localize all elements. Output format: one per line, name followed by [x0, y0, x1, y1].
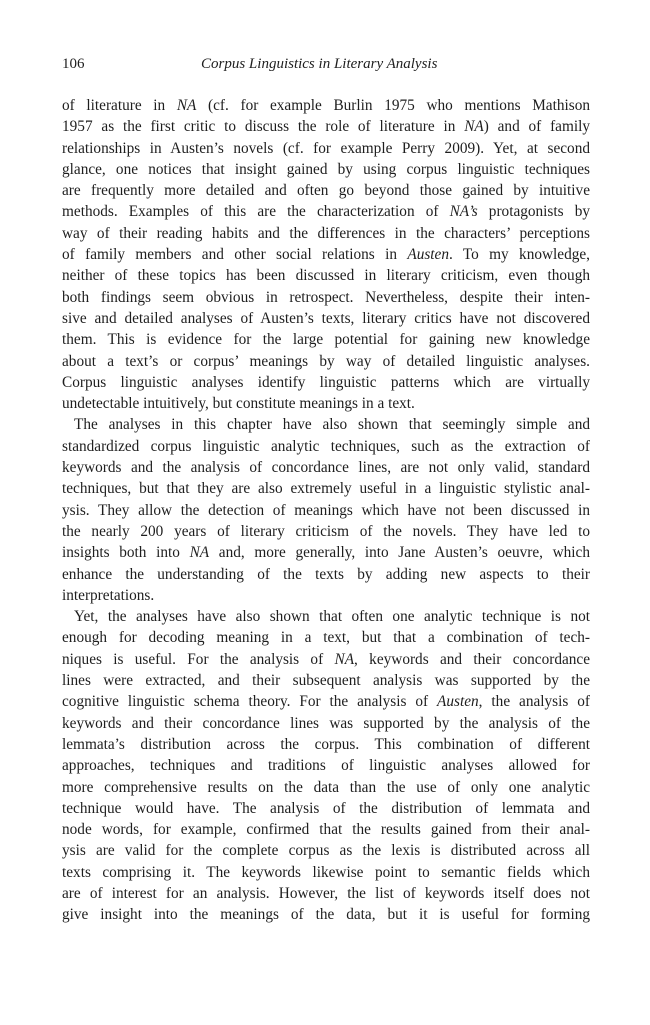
text-line: more comprehensive results on the data than the use of only one analytic [62, 778, 590, 796]
text-line: texts comprising it. The keywords likewise point to semantic fields which [62, 863, 590, 881]
text-line: sive and detailed analyses of Austen’s texts, literary critics have not discovered [62, 309, 590, 327]
text-line: techniques, but that they are also extremely useful in a linguistic stylistic anal- [62, 480, 590, 498]
text-line: node words, for example, confirmed that the results gained from their anal- [62, 821, 590, 839]
text-line: give insight into the meanings of the data, but it is useful for forming [62, 906, 590, 924]
page-number: 106 [62, 56, 85, 72]
text-line: both findings seem obvious in retrospect. Nevertheless, despite their inten- [62, 288, 590, 306]
text-line: them. This is evidence for the large potential for gaining new knowledge [62, 331, 590, 349]
text-line: Corpus linguistic analyses identify linguistic patterns which are virtually [62, 373, 590, 391]
text-line: keywords and the analysis of concordance lines, are not only valid, standard [62, 459, 590, 477]
text-line: enough for decoding meaning in a text, but that a combination of tech- [62, 629, 590, 647]
running-head [62, 56, 590, 80]
text-line: lemmata’s distribution across the corpus. This combination of different [62, 735, 590, 753]
text-line: the nearly 200 years of literary criticism of the novels. They have led to [62, 522, 590, 540]
text-line: approaches, techniques and traditions of linguistic analyses allowed for [62, 757, 590, 775]
text-line: standardized corpus linguistic analytic techniques, such as the extraction of [62, 437, 590, 455]
text-line: niques is useful. For the analysis of NA, keywords and their concordance [62, 650, 590, 668]
text-line: neither of these topics has been discussed in literary criticism, even though [62, 267, 590, 285]
text-line: are frequently more detailed and often go beyond those gained by intuitive [62, 182, 590, 200]
text-line: technique would have. The analysis of the distribution of lemmata and [62, 799, 590, 817]
text-line: about a text’s or corpus’ meanings by way of detailed linguistic analyses. [62, 352, 590, 370]
text-line: Yet, the analyses have also shown that often one analytic technique is not [74, 608, 590, 626]
text-line: cognitive linguistic schema theory. For the analysis of Austen, the analysis of [62, 693, 590, 711]
text-line: enhance the understanding of the texts by adding new aspects to their [62, 565, 590, 583]
text-line: way of their reading habits and the differences in the characters’ perceptions [62, 224, 590, 242]
text-line: glance, one notices that insight gained by using corpus linguistic techniques [62, 160, 590, 178]
running-title: Corpus Linguistics in Literary Analysis [201, 56, 438, 72]
text-line: ysis are valid for the complete corpus as the lexis is distributed across all [62, 842, 590, 860]
text-line: insights both into NA and, more generally, into Jane Austen’s oeuvre, which [62, 544, 590, 562]
text-line: are of interest for an analysis. However, the list of keywords itself does not [62, 884, 590, 902]
text-line: undetectable intuitively, but constitute meanings in a text. [62, 395, 415, 413]
text-line: The analyses in this chapter have also shown that seemingly simple and [74, 416, 590, 434]
body-text [62, 95, 590, 926]
text-line: 1957 as the first critic to discuss the role of literature in NA) and of family [62, 118, 591, 136]
text-line: relationships in Austen’s novels (cf. for example Perry 2009). Yet, at second [62, 139, 590, 157]
text-line: lines were extracted, and their subsequent analysis was supported by the [62, 672, 590, 690]
text-line: keywords and their concordance lines was supported by the analysis of the [62, 714, 590, 732]
text-line: methods. Examples of this are the characterization of NA’s protagonists by [62, 203, 591, 221]
text-line: interpretations. [62, 586, 155, 604]
text-line: of family members and other social relations in Austen. To my knowledge, [62, 246, 591, 264]
text-line: of literature in NA (cf. for example Burlin 1975 who mentions Mathison [62, 97, 590, 114]
text-line: ysis. They allow the detection of meanings which have not been discussed in [62, 501, 590, 519]
